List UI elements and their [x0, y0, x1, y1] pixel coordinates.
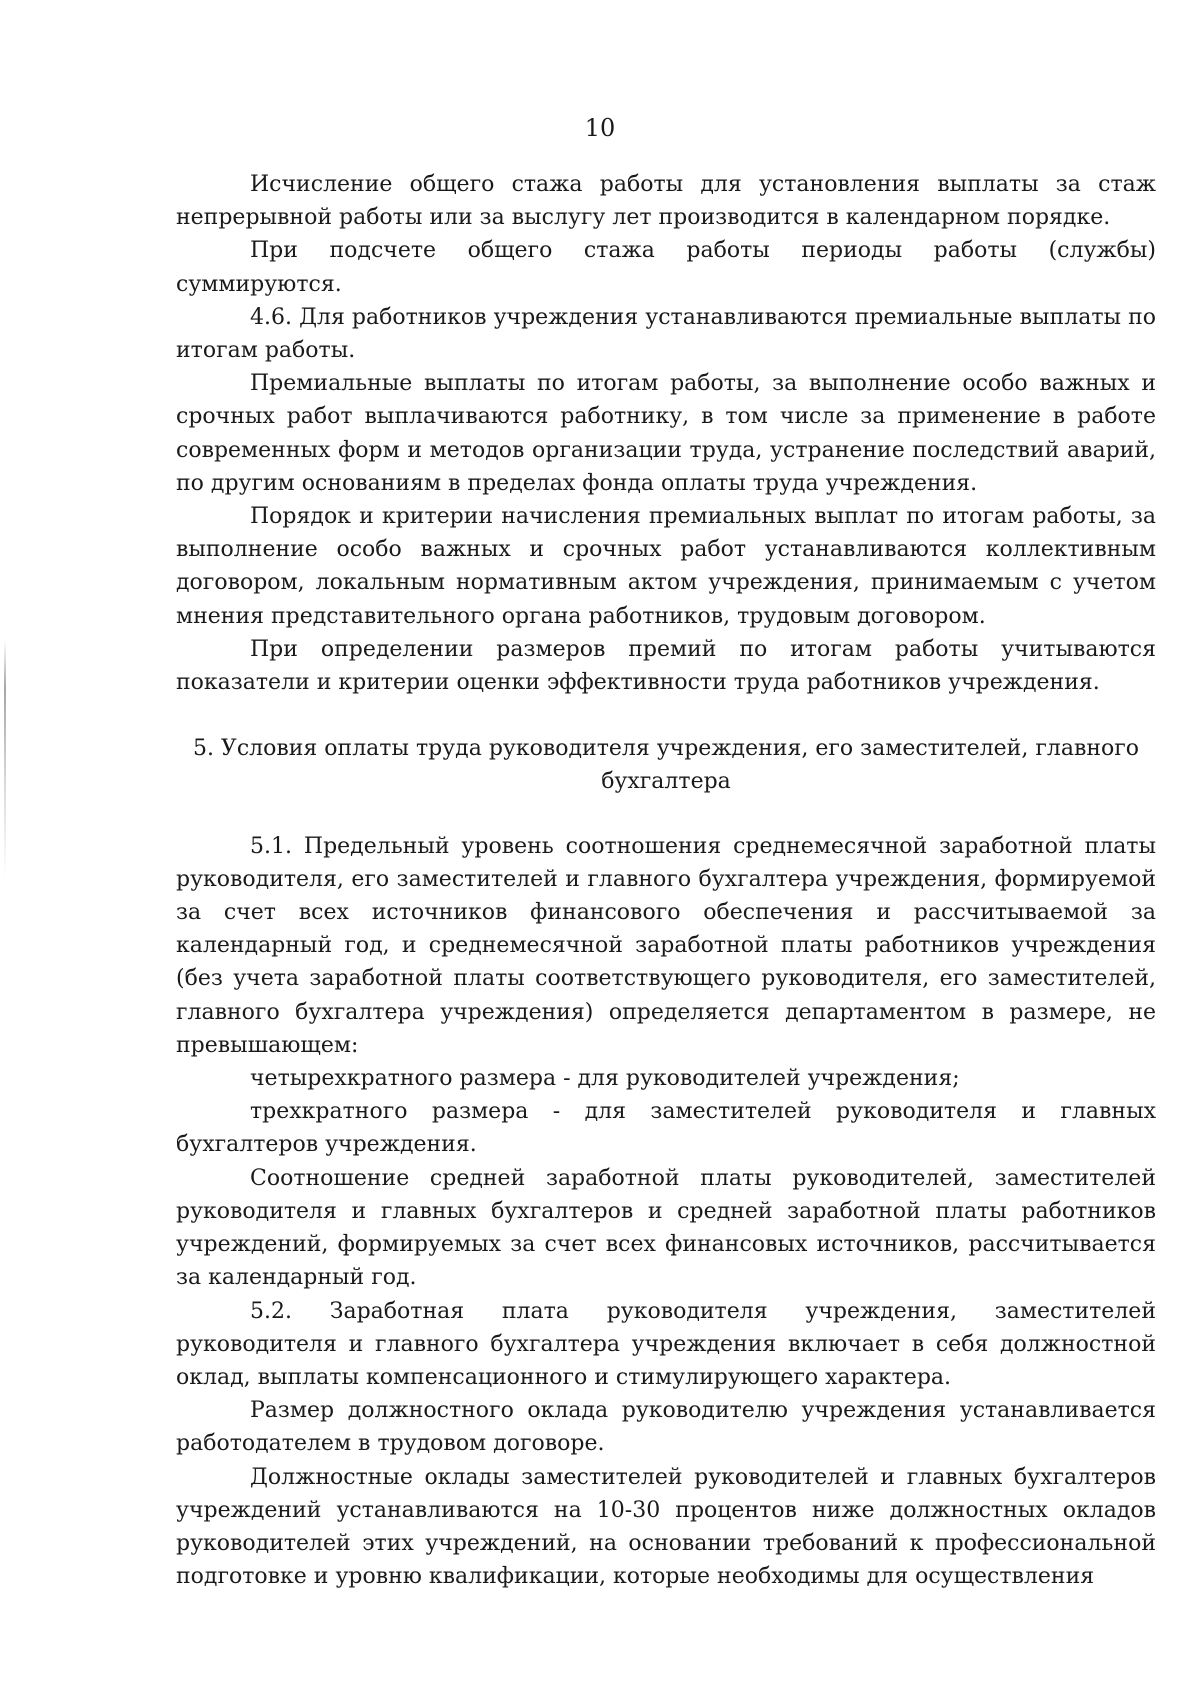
paragraph-seniority-calculation: Исчисление общего стажа работы для установления выплаты за стаж непрерывной работы или за выслугу лет производится в календарном порядке.: [176, 172, 1156, 231]
section-heading-line-1: 5. Условия оплаты труда руководителя учреждения, его заместителей, главного: [192, 736, 1140, 762]
paragraph-bonus-indicators: При определении размеров премий по итогам работы учитываются показатели и критерии оценки эффективности труда работников учреждения.: [176, 636, 1156, 696]
section-heading-line-2: бухгалтера: [601, 769, 731, 795]
paragraph-5-2: 5.2. Заработная плата руководителя учреждения, заместителей руководителя и главного бухгалтера учреждения включает в себя должностной оклад, выплаты компенсационного и стимулирующего характера.: [176, 1298, 1156, 1390]
list-item-threefold: трехкратного размера - для заместителей руководителя и главных бухгалтеров учреждения.: [176, 1099, 1156, 1158]
page-number: 10: [584, 114, 616, 142]
section-heading-5: [176, 732, 1156, 798]
paragraph-bonus-payments: Премиальные выплаты по итогам работы, за выполнение особо важных и срочных работ выплачиваются работнику, в том числе за применение в работе современных форм и методов организации труда, устранение последствий аварий, по другим основаниям в пределах фонда оплаты труда учреждения.: [176, 371, 1156, 496]
paragraph-5-1: 5.1. Предельный уровень соотношения среднемесячной заработной платы руководителя, его заместителей и главного бухгалтера учреждения, формируемой за счет всех источников финансового обеспечения и рассчитываемой за календарный год, и среднемесячной заработной платы работников учреждения (без учета заработной платы соответствующего руководителя, его заместителей, главного бухгалтера учреждения) определяется департаментом в размере, не превышающем:: [176, 833, 1156, 1058]
paragraph-bonus-criteria: Порядок и критерии начисления премиальных выплат по итогам работы, за выполнение особо важных и срочных работ устанавливаются коллективным договором, локальным нормативным актом учреждения, принимаемым с учетом мнения представительного органа работников, трудовым договором.: [176, 504, 1156, 629]
paragraph-director-salary: Размер должностного оклада руководителю учреждения устанавливается работодателем в трудовом договоре.: [176, 1398, 1156, 1457]
paragraph-salary-ratio: Соотношение средней заработной платы руководителей, заместителей руководителя и главных бухгалтеров и средней заработной платы работников учреждений, формируемых за счет всех финансовых источников, рассчитывается за календарный год.: [176, 1165, 1156, 1291]
paragraph-4-6: 4.6. Для работников учреждения устанавливаются премиальные выплаты по итогам работы.: [176, 304, 1156, 364]
paragraph-deputy-salary: Должностные оклады заместителей руководителей и главных бухгалтеров учреждений устанавливаются на 10-30 процентов ниже должностных окладов руководителей этих учреждений, на основании требований к профессиональной подготовке и уровню квалификации, которые необходимы для осуществления: [176, 1464, 1156, 1590]
paragraph-seniority-summing: При подсчете общего стажа работы периоды работы (службы) суммируются.: [176, 238, 1156, 297]
scan-edge-artifact: [4, 640, 6, 880]
list-item-fourfold: четырехкратного размера - для руководителей учреждения;: [250, 1066, 960, 1092]
document-body: [176, 168, 1156, 1593]
